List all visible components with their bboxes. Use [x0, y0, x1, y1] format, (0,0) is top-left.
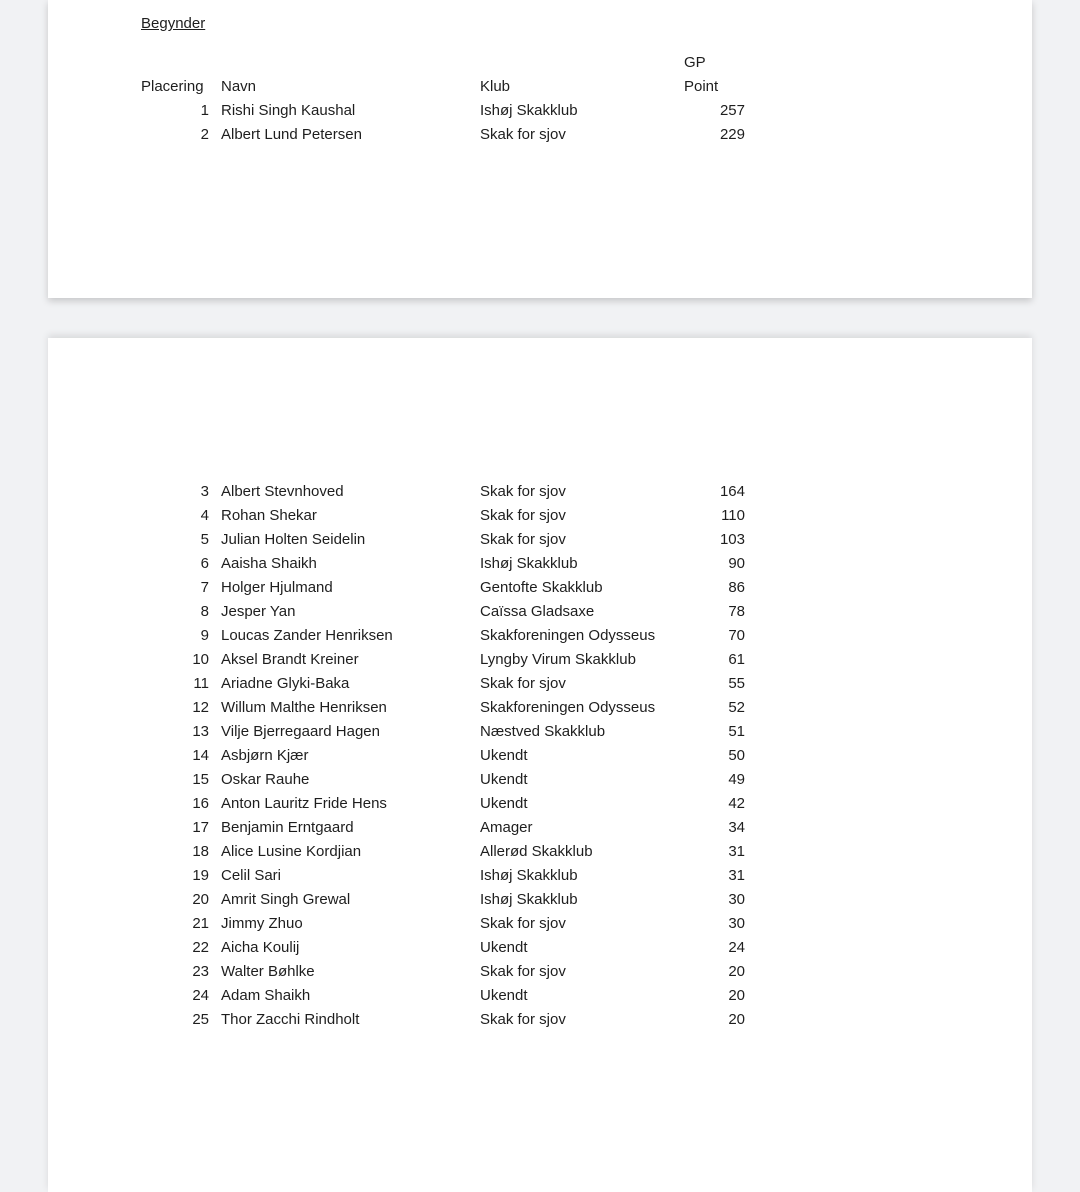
klub-cell: Skakforeningen Odysseus: [480, 627, 656, 644]
point-cell: 24: [728, 939, 745, 956]
document-page-2: [48, 338, 1032, 1192]
placering-cell: 6: [200, 555, 209, 572]
klub-cell: Caïssa Gladsaxe: [480, 603, 595, 620]
navn-cell: Willum Malthe Henriksen: [221, 699, 387, 716]
klub-cell: Skak for sjov: [480, 531, 566, 548]
table-row: [48, 768, 1032, 792]
navn-cell: Loucas Zander Henriksen: [221, 627, 393, 644]
table-row: [48, 696, 1032, 720]
point-cell: 90: [728, 555, 745, 572]
table-row: [48, 528, 1032, 552]
klub-cell: Ukendt: [480, 771, 528, 788]
navn-cell: Celil Sari: [221, 867, 282, 884]
klub-cell: Ishøj Skakklub: [480, 102, 578, 119]
klub-cell: Skak for sjov: [480, 483, 566, 500]
placering-cell: 17: [192, 819, 209, 836]
navn-column-header: Navn: [221, 78, 257, 95]
placering-cell: 24: [192, 987, 209, 1004]
point-cell: 61: [728, 651, 745, 668]
navn-cell: Vilje Bjerregaard Hagen: [221, 723, 380, 740]
navn-cell: Anton Lauritz Fride Hens: [221, 795, 387, 812]
klub-cell: Ukendt: [480, 795, 528, 812]
navn-cell: Adam Shaikh: [221, 987, 311, 1004]
table-row: [48, 600, 1032, 624]
table-header-row: [48, 75, 1032, 99]
klub-cell: Skak for sjov: [480, 963, 566, 980]
table-row: [48, 624, 1032, 648]
point-cell: 52: [728, 699, 745, 716]
navn-cell: Aaisha Shaikh: [221, 555, 317, 572]
table-row: [48, 504, 1032, 528]
klub-cell: Amager: [480, 819, 533, 836]
navn-cell: Walter Bøhlke: [221, 963, 315, 980]
navn-cell: Jesper Yan: [221, 603, 296, 620]
table-row: [48, 936, 1032, 960]
klub-cell: Næstved Skakklub: [480, 723, 606, 740]
gp-header-label: GP: [684, 54, 706, 71]
navn-cell: Jimmy Zhuo: [221, 915, 303, 932]
klub-cell: Skak for sjov: [480, 126, 566, 143]
navn-cell: Aksel Brandt Kreiner: [221, 651, 359, 668]
placering-cell: 18: [192, 843, 209, 860]
placering-cell: 25: [192, 1011, 209, 1028]
placering-cell: 19: [192, 867, 209, 884]
point-cell: 42: [728, 795, 745, 812]
table-body-page2: [48, 480, 1032, 1032]
klub-cell: Skak for sjov: [480, 1011, 566, 1028]
placering-cell: 4: [200, 507, 209, 524]
placering-cell: 16: [192, 795, 209, 812]
point-cell: 103: [719, 531, 745, 548]
klub-cell: Ishøj Skakklub: [480, 867, 578, 884]
document-page-1: [48, 0, 1032, 298]
point-cell: 34: [728, 819, 745, 836]
placering-cell: 21: [192, 915, 209, 932]
klub-cell: Ishøj Skakklub: [480, 891, 578, 908]
klub-cell: Ishøj Skakklub: [480, 555, 578, 572]
table-row: [48, 816, 1032, 840]
table-row: [48, 576, 1032, 600]
klub-cell: Skak for sjov: [480, 915, 566, 932]
point-cell: 229: [719, 126, 745, 143]
navn-cell: Alice Lusine Kordjian: [221, 843, 362, 860]
navn-cell: Albert Stevnhoved: [221, 483, 344, 500]
placering-cell: 5: [200, 531, 209, 548]
table-row: [48, 672, 1032, 696]
placering-cell: 20: [192, 891, 209, 908]
placering-cell: 7: [200, 579, 209, 596]
klub-cell: Skak for sjov: [480, 675, 566, 692]
navn-cell: Rishi Singh Kaushal: [221, 102, 356, 119]
table-row: [48, 744, 1032, 768]
point-cell: 55: [728, 675, 745, 692]
placering-cell: 8: [200, 603, 209, 620]
placering-cell: 3: [200, 483, 209, 500]
table-row: [48, 552, 1032, 576]
point-cell: 110: [721, 507, 745, 524]
klub-cell: Ukendt: [480, 987, 528, 1004]
navn-cell: Oskar Rauhe: [221, 771, 310, 788]
point-cell: 31: [728, 843, 745, 860]
placering-cell: 15: [192, 771, 209, 788]
point-cell: 20: [728, 963, 745, 980]
klub-cell: Lyngby Virum Skakklub: [480, 651, 636, 668]
placering-cell: 13: [192, 723, 209, 740]
table-body-page1: [48, 99, 1032, 147]
navn-cell: Rohan Shekar: [221, 507, 317, 524]
table-row: [48, 123, 1032, 147]
placering-cell: 10: [192, 651, 209, 668]
table-row: [48, 792, 1032, 816]
point-cell: 257: [719, 102, 745, 119]
point-cell: 51: [728, 723, 745, 740]
klub-cell: Gentofte Skakklub: [480, 579, 603, 596]
navn-cell: Benjamin Erntgaard: [221, 819, 354, 836]
table-row: [48, 984, 1032, 1008]
table-row: [48, 648, 1032, 672]
point-cell: 49: [728, 771, 745, 788]
placering-cell: 23: [192, 963, 209, 980]
placering-column-header: Placering: [141, 78, 204, 95]
placering-cell: 2: [200, 126, 209, 143]
table-gp-header-row: [48, 51, 1032, 75]
point-column-header: Point: [684, 78, 719, 95]
placering-cell: 1: [200, 102, 209, 119]
table-row: [48, 912, 1032, 936]
table-row: [48, 720, 1032, 744]
navn-cell: Julian Holten Seidelin: [221, 531, 366, 548]
placering-cell: 22: [192, 939, 209, 956]
table-row: [48, 840, 1032, 864]
navn-cell: Amrit Singh Grewal: [221, 891, 351, 908]
klub-cell: Ukendt: [480, 747, 528, 764]
navn-cell: Aicha Koulij: [221, 939, 300, 956]
navn-cell: Holger Hjulmand: [221, 579, 333, 596]
placering-cell: 12: [192, 699, 209, 716]
table-row: [48, 888, 1032, 912]
klub-cell: Skakforeningen Odysseus: [480, 699, 656, 716]
klub-cell: Allerød Skakklub: [480, 843, 593, 860]
navn-cell: Ariadne Glyki-Baka: [221, 675, 350, 692]
section-title: Begynder: [141, 15, 206, 32]
point-cell: 50: [728, 747, 745, 764]
point-cell: 70: [728, 627, 745, 644]
klub-cell: Skak for sjov: [480, 507, 566, 524]
point-cell: 86: [728, 579, 745, 596]
point-cell: 31: [728, 867, 745, 884]
table-row: [48, 960, 1032, 984]
navn-cell: Albert Lund Petersen: [221, 126, 362, 143]
klub-column-header: Klub: [480, 78, 511, 95]
navn-cell: Thor Zacchi Rindholt: [221, 1011, 360, 1028]
point-cell: 78: [728, 603, 745, 620]
results-table-page1: [48, 51, 1032, 147]
point-cell: 30: [728, 915, 745, 932]
point-cell: 20: [728, 987, 745, 1004]
navn-cell: Asbjørn Kjær: [221, 747, 309, 764]
point-cell: 20: [728, 1011, 745, 1028]
table-row: [48, 1008, 1032, 1032]
placering-cell: 9: [200, 627, 209, 644]
point-cell: 164: [719, 483, 745, 500]
placering-cell: 14: [192, 747, 209, 764]
table-row: [48, 99, 1032, 123]
point-cell: 30: [728, 891, 745, 908]
klub-cell: Ukendt: [480, 939, 528, 956]
table-row: [48, 480, 1032, 504]
table-row: [48, 864, 1032, 888]
placering-cell: 11: [193, 675, 209, 692]
